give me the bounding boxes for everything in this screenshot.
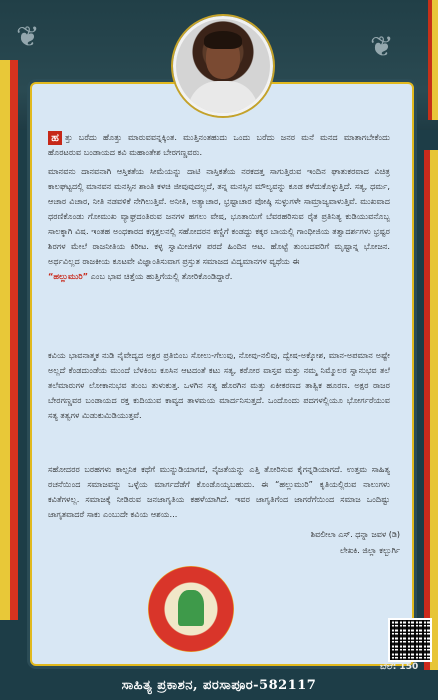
paragraph-2: [48, 164, 390, 284]
paragraph-4-text: ಸಹೋದರರ ಬರಹಗಳು ಕಾಲ್ಪನಿಕ ಕಥೆಗೆ ಮುನ್ನುಡಿಯಾಗದೆ, ನೈಜತೆಯನ್ನು ಎತ್ತಿ ತೋರಿಸುವ ಕೈಗನ್ನಡಿಯಾಗದೆ. ಉತ್ತಮ ಸಾಹಿತ್ಯ ರಚನೆಯಿಂದ ಸಮಾಜವನ್ನು ಒಳ್ಳೆಯ ಮಾರ್ಗದೆಡೆಗೆ ಕೊಂಡೊಯ್ಯಬಹುದು. ಈ “ಹಲ್ಲುಮುರಿ” ಕೃತಿಯಲ್ಲಿರುವ ನಾಲುಗಳು ಕವಿತೆಗಳಲ್ಲ. ಸಮಾಜಕ್ಕೆ ನೀಡಿರುವ ಜನಜಾಗೃತಿಯ ಕಹಳೆಯಾಗಿದೆ. ಇವರ ಜಾಗೃತಿಗೆಂದ ಜಾಗರೆಗೆಯಿಂದ ಸಮಾಜ ಒಂದಿಷ್ಟು ಜಾಗೃತವಾದರೆ ಸಾಕು ಎಂಬುದೇ ಕವಿಯ ಆಶಯ...: [48, 464, 390, 519]
price-label: ಬೆಲೆ: 150: [380, 662, 419, 672]
right-ribbon: [418, 150, 438, 670]
photo-shirt: [188, 81, 258, 116]
author-photo: [173, 16, 273, 116]
paragraph-4: [48, 462, 390, 522]
paragraph-2-tail: ಎಂಬ ಭಾವ ಚಿತ್ತೆಯ ಹುತ್ತಿಗೆಯಲ್ಲಿ ತೋರಿಕೊಂಡಿದ್ದಾರೆ.: [88, 271, 233, 281]
qr-code: [388, 618, 432, 662]
signature-role: ಲೇಖಕಿ. ಜಿಲ್ಲಾ ಕಲ್ಬುರ್ಗಿ: [339, 546, 400, 555]
ornament-flourish-right: ❦: [370, 30, 394, 63]
paragraph-2-text: ಮಾನವನು ದಾನವನಾಗಿ ಆಸ್ತಿಕತೆಯ ಸೀಮೆಯನ್ನು ದಾಟಿ ನಾಸ್ತಿಕತೆಯ ನರಕದತ್ತ ಸಾಗುತ್ತಿರುವ ಇಂದಿನ ಘಾತುಕರವಾದ ವಿಚಿತ್ರ ಕಾಲಘಟ್ಟದಲ್ಲಿ ಮಾನವನ ಮನಸ್ಸಿನ ಶಾಂತಿ ಕಳಚಿ ಜೀವುವುದಲ್ಲದೆ, ತನ್ನ ಮನಸ್ಸಿನ ಮೌಲ್ಯವನ್ನು ಕೂಡ ಕಳೆದುಕೊಳ್ಳುತ್ತಿದೆ. ಸತ್ಯ, ಧರ್ಮ, ಆಚಾರ ವಿಚಾರ, ನೀತಿ ನಡವಳಿಕೆ ನೇಗಿಲುತ್ತಿವೆ. ಅನೀತಿ, ಅತ್ಯಾಚಾರ, ಭ್ರಷ್ಟಾಚಾರ ಪೋಷ್ಠಿ ಸುಳ್ಳುಗಳೇ ಸಾಮ್ರಾಜ್ಯವಾಳುತ್ತಿವೆ. ಮುಖವಾದ ಧರಣಿಕೊಂಡು ಗೋಮುಖ ವ್ಯಾಘ್ರದಂತಿರುವ ಜನಗಳ ಹಗಲು ವೇಷ, ಭೂತಾಯಿಗೆ ಬೆವರಹರಿಸುವ ರೈತ ಪ್ರತಿನಿತ್ಯ ಕುಡಿಯುವನೊಬ್ಬ ಸಾಲಕ್ಕಾಗಿ ವಿಷ. ಇಂತಹ ಅಂಧಕಾರದ ಕಗ್ಗತ್ತಲನಲ್ಲಿ ಸಹೋದರನ ಕಣ್ಣಿಗೆ ಕಂಡದ್ದು ಕಕ್ಕರ ಬಾಯಲ್ಲಿ ಗಾಂಧೀಜಿಯ ತತ್ವಾದರ್ಶಗಳು ಭ್ರಷ್ಟರ ಶಿರಗಳ ಮೇಲೆ ರಾಜನೀತಿಯ ಕಿರೀಟ. ಕಳ್ಳ ಸ್ವಾಮೀಜಿಗಳ ಪರದೆ ಹಿಂದಿನ ಆಟ. ಹೊಟ್ಟೆ ತುಂಬದವರಿಗೆ ಮೃಷ್ಟಾನ್ನ ಭೋಜನ. ಅರ್ಥವಿಲ್ಲದ ರಾಜಕೀಯ ಕೂಟವೇ ವಿಜ್ಞಾಂತಿಸುವಾಗ ಪ್ರಸ್ತುತ ಸಮಾಜದ ವಿದ್ಯಮಾನಗಳ ವ್ಯಥೆಯ ಈ: [48, 166, 390, 266]
publisher-footer: ಸಾಹಿತ್ಯ ಪ್ರಕಾಶನ, ಪರಸಾಪೂರ-582117: [0, 676, 438, 700]
right-ribbon-top: [428, 0, 438, 120]
publisher-seal: [148, 566, 234, 652]
paragraph-3-text: ಕವಿಯ ಭಾವನಾತ್ಮಕ ನುಡಿ ನೈವೇದ್ಯದ ಅಕ್ಷರ ಪ್ರತಿಬಿಂಬ ಸೋಲು-ಗೆಲುವು, ನೋವು-ನಲಿವು, ದ್ವೇಷ-ಅಕ್ಕೋಶ, ಮಾನ-ಅಪಮಾನ ಅಷ್ಟೇ ಅಲ್ಲದೆ ಕೆಂಡದುಂಡೆಯ ಮುಂದೆ ಬೆಳಕಿಂಬ ಕೂಸಿನ ಆಟದಂತೆ ಕಟು ಸತ್ಯ, ಕಠೋರ ವಾಸ್ತವ ಮತ್ತು ನಮ್ಮ ನಿಮ್ಮೊಲರ ಸ್ವಾನುಭವ ತಲೆ ತಲೆಮಾರುಗಳ ಲೋಕಾನುಭವ ತುಂಬ ತುಳುಕುತ್ತ. ಒಳಗಿನ ಸತ್ಯ ಹೊರಗಿನ ಮತ್ತು ಏಕೀಕರಣದ ತಾತ್ವಿಕ ಹೂರಣ. ಅಕ್ಷರ ರಾಜರ ಬೇರಗಣ್ಣವರ ಬಂಡಾಯದ ರಕ್ತ ಕುದಿಯುವ ಕಾವ್ಯದ ತಾಳಮಯ ಮಾರ್ದನಿಸುತ್ತದೆ. ಒಂದೊಂದು ಪದಗಳಲ್ಲಿಯೂ ಭೋರ್ಗರೆಯುವ ಸತ್ಯ ತತ್ವಗಳ ಮಿಡುಕುಮಿಡಿಯುತ್ತವೆ.: [48, 350, 390, 420]
dropcap: ಹ: [48, 131, 62, 145]
intro-paragraph: [48, 130, 390, 160]
photo-hair: [204, 31, 242, 49]
ornament-flourish-left: ❦: [16, 20, 40, 53]
paragraph-3: [48, 348, 390, 423]
signature-name: ಶಿವಲೀಲಾ ಎಸ್. ಧನ್ನಾ ಜವಳ (ಡಿ): [310, 530, 400, 539]
intro-text: ತ್ತು ಬರೆದು ಹೊತ್ತು ಮಾರುವವನ್ನಕ್ಕಿಂತ. ಮುತ್ತಿನಂತಹುದು ಒಂದು ಬರೆದು ಜನರ ಮನೆ ಮನದ ಮಾತಾಗಬೇಕೆಂದು ಹೊರಟರುವ ಬಂಡಾಯದ ಕವಿ ಮಹಾಂತೇಶ ಬೇರಗಣ್ಣವರು.: [48, 132, 390, 157]
book-title-highlight: “ಹಲ್ಲುಮುರಿ”: [48, 271, 89, 281]
left-ribbon: [0, 60, 28, 620]
seal-goddess-figure: [178, 590, 204, 626]
